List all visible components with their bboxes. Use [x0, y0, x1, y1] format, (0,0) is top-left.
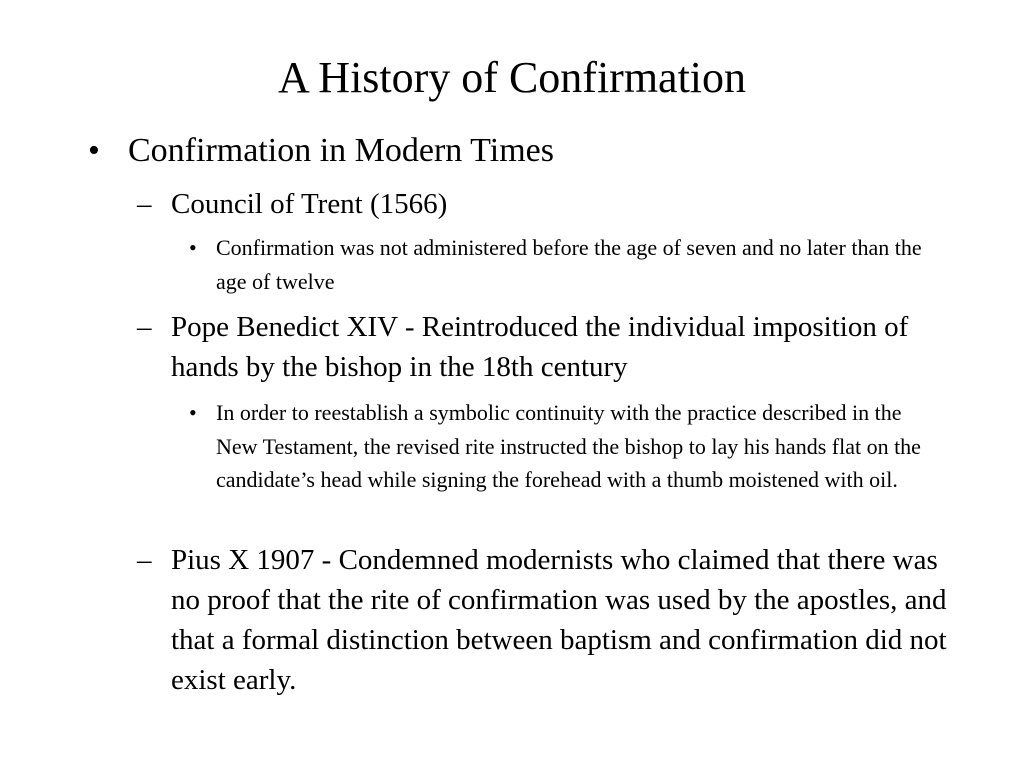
detail-revised-rite	[189, 396, 946, 497]
subbullet-pius-x	[137, 540, 951, 700]
bullet-text: Confirmation in Modern Times	[128, 132, 554, 169]
detail-text: In order to reestablish a symbolic continuity with the practice described in the New Testament, the revised rite instructed the bishop to lay his hands flat on the candidate’s head while signing the forehead with a thumb moistened with oil.	[216, 400, 921, 492]
subbullet-text: Council of Trent (1566)	[171, 188, 448, 220]
subbullet-pope-benedict	[137, 307, 951, 387]
dash-marker: –	[137, 311, 152, 343]
dash-marker: –	[137, 188, 152, 220]
dash-marker: –	[137, 544, 152, 576]
slide-title: A History of Confirmation	[277, 53, 747, 102]
subbullet-text: Pius X 1907 - Condemned modernists who claimed that there was no proof that the rite of confirmation was used by the apostles, and that a formal distinction between baptism and confirmation did not exist early.	[171, 544, 947, 696]
detail-text: Confirmation was not administered before the age of seven and no later than the age of twelve	[216, 235, 922, 294]
detail-age-of-confirmation	[189, 231, 946, 298]
bullet-modern-times	[88, 131, 554, 171]
bullet-marker: •	[189, 400, 197, 425]
subbullet-council-of-trent	[137, 184, 951, 224]
bullet-marker: •	[189, 235, 197, 260]
bullet-marker: •	[88, 132, 100, 169]
subbullet-text: Pope Benedict XIV - Reintroduced the individual imposition of hands by the bishop in the 18th century	[171, 311, 909, 383]
